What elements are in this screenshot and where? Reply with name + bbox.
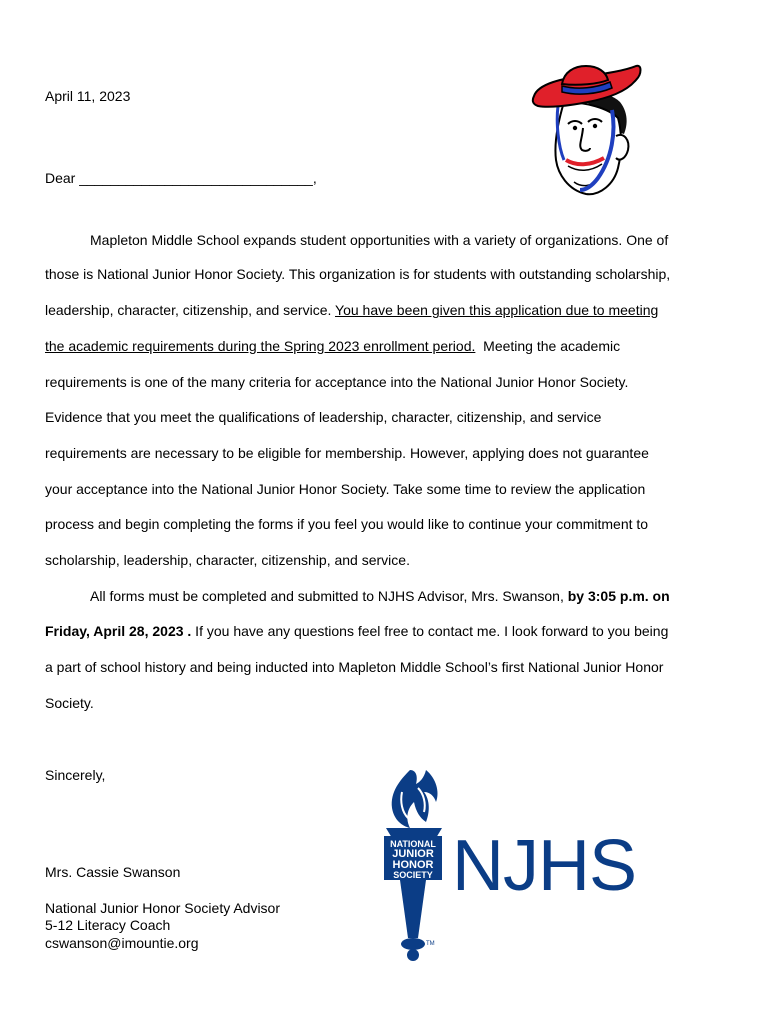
paragraph-2-line-1-text: All forms must be completed and submitted to NJHS Advisor, Mrs. Swanson, xyxy=(90,588,568,604)
paragraph-1-line-9: process and begin completing the forms if you feel you would like to continue your commitment to xyxy=(45,516,649,532)
emblem-text-honor: HONOR xyxy=(392,859,434,871)
paragraph-1-line-10: scholarship, leadership, character, citizenship, and service. xyxy=(45,552,410,568)
signer-name: Mrs. Cassie Swanson xyxy=(45,864,181,880)
paragraph-1-line-6: Evidence that you meet the qualifications of leadership, character, citizenship, and service xyxy=(45,409,602,425)
emblem-text-national: NATIONAL xyxy=(390,839,436,849)
paragraph-1-line-5: requirements is one of the many criteria for acceptance into the National Junior Honor Society. xyxy=(45,374,629,390)
signer-email[interactable]: cswanson@imountie.org xyxy=(45,935,199,951)
paragraph-1-line-8: your acceptance into the National Junior Honor Society. Take some time to review the application xyxy=(45,481,646,497)
deadline-part-2: Friday, April 28, 2023 . xyxy=(45,623,192,639)
eligibility-notice-part-2: the academic requirements during the Spring 2023 enrollment period. xyxy=(45,338,476,354)
paragraph-1-line-3-text: leadership, character, citizenship, and service. xyxy=(45,302,336,318)
paragraph-2-line-2-text: If you have any questions feel free to contact me. I look forward to you being xyxy=(191,623,669,639)
deadline-part-1: by 3:05 p.m. on xyxy=(567,588,670,604)
paragraph-1-line-7: requirements are necessary to be eligible for membership. However, applying does not guarantee xyxy=(45,445,649,461)
emblem-text-society: SOCIETY xyxy=(393,870,433,880)
signer-role: 5-12 Literacy Coach xyxy=(45,917,171,933)
paragraph-1-line-1: Mapleton Middle School expands student opportunities with a variety of organizations. One of xyxy=(90,232,669,248)
trademark-symbol: TM xyxy=(426,941,435,947)
paragraph-2-line-2 xyxy=(45,623,668,639)
salutation: Dear ______________________________, xyxy=(45,170,317,186)
njhs-wordmark: NJHS xyxy=(452,826,637,906)
letter-date: April 11, 2023 xyxy=(45,88,131,104)
eligibility-notice-part-1: You have been given this application due to meeting xyxy=(335,302,659,318)
paragraph-1-line-3 xyxy=(45,302,658,318)
emblem-text-junior: JUNIOR xyxy=(392,848,434,860)
paragraph-1-line-4 xyxy=(45,338,620,354)
mascot-illustration xyxy=(528,62,644,202)
paragraph-1-line-2: those is National Junior Honor Society. This organization is for students with outstanding scholarship, xyxy=(45,266,671,282)
signer-title: National Junior Honor Society Advisor xyxy=(45,900,281,916)
paragraph-2-line-3: a part of school history and being inducted into Mapleton Middle School’s first National Junior Honor xyxy=(45,659,664,675)
closing: Sincerely, xyxy=(45,767,106,783)
paragraph-2-line-4: Society. xyxy=(45,695,94,711)
paragraph-1-line-4-text: Meeting the academic xyxy=(475,338,621,354)
njhs-torch-logo xyxy=(380,762,450,962)
paragraph-2-line-1 xyxy=(90,588,670,604)
